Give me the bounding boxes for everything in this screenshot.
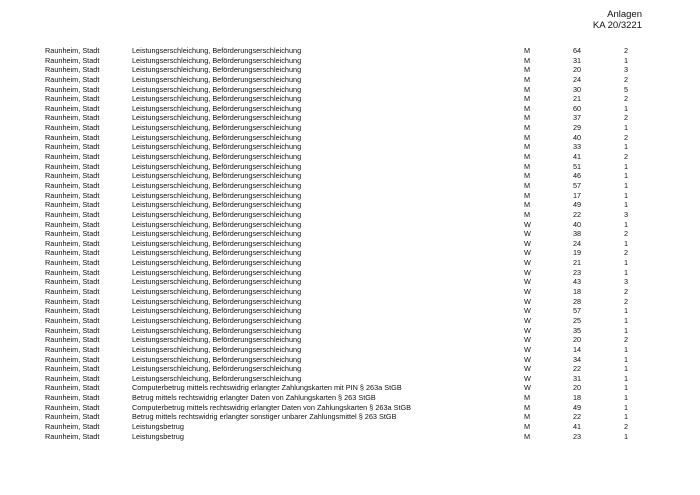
cell-offense: Leistungserschleichung, Beförderungserschleichung <box>132 180 302 190</box>
cell-offense: Betrug mittels rechtswidrig erlangter sonstiger unbarer Zahlungsmittel § 263 StGB <box>132 412 397 422</box>
table-row <box>0 422 700 432</box>
cell-place: Raunheim, Stadt <box>45 373 100 383</box>
cell-offense: Leistungserschleichung, Beförderungserschleichung <box>132 113 302 123</box>
cell-offense: Betrug mittels rechtswidrig erlangter Daten von Zahlungskarten § 263 StGB <box>132 393 376 403</box>
table-row <box>0 181 700 191</box>
cell-sex: W <box>524 277 531 287</box>
cell-sex: M <box>524 65 531 75</box>
table-row <box>0 123 700 133</box>
cell-age: 22 <box>573 209 582 219</box>
cell-offense: Leistungsbetrug <box>132 421 184 431</box>
cell-age: 60 <box>573 103 582 113</box>
cell-place: Raunheim, Stadt <box>45 383 100 393</box>
cell-count: 2 <box>623 94 628 104</box>
cell-offense: Leistungserschleichung, Beförderungserschleichung <box>132 209 302 219</box>
cell-sex: M <box>524 171 531 181</box>
cell-place: Raunheim, Stadt <box>45 152 100 162</box>
cell-place: Raunheim, Stadt <box>45 315 100 325</box>
cell-offense: Leistungserschleichung, Beförderungserschleichung <box>132 335 302 345</box>
table-row <box>0 200 700 210</box>
cell-count: 2 <box>623 229 628 239</box>
cell-count: 1 <box>623 123 628 133</box>
cell-sex: W <box>524 354 531 364</box>
table-row <box>0 191 700 201</box>
cell-count: 1 <box>623 161 628 171</box>
cell-count: 1 <box>623 354 628 364</box>
cell-age: 28 <box>573 296 582 306</box>
table-row <box>0 383 700 393</box>
cell-age: 34 <box>573 354 582 364</box>
cell-offense: Leistungserschleichung, Beförderungserschleichung <box>132 296 302 306</box>
cell-offense: Leistungserschleichung, Beförderungserschleichung <box>132 94 302 104</box>
table-row <box>0 412 700 422</box>
cell-offense: Leistungserschleichung, Beförderungserschleichung <box>132 142 302 152</box>
cell-offense: Leistungserschleichung, Beförderungserschleichung <box>132 344 302 354</box>
cell-place: Raunheim, Stadt <box>45 209 100 219</box>
table-row <box>0 113 700 123</box>
cell-sex: M <box>524 46 531 55</box>
cell-offense: Leistungserschleichung, Beförderungserschleichung <box>132 229 302 239</box>
cell-count: 1 <box>623 142 628 152</box>
cell-count: 2 <box>623 152 628 162</box>
table-row <box>0 393 700 403</box>
cell-count: 1 <box>623 103 628 113</box>
table-row <box>0 248 700 258</box>
table-row <box>0 56 700 66</box>
cell-offense: Leistungserschleichung, Beförderungserschleichung <box>132 171 302 181</box>
cell-sex: M <box>524 113 531 123</box>
cell-count: 3 <box>623 277 628 287</box>
cell-sex: M <box>524 190 531 200</box>
cell-count: 1 <box>623 315 628 325</box>
cell-offense: Leistungserschleichung, Beförderungserschleichung <box>132 84 302 94</box>
cell-place: Raunheim, Stadt <box>45 132 100 142</box>
data-table <box>0 46 700 441</box>
cell-place: Raunheim, Stadt <box>45 142 100 152</box>
table-row <box>0 104 700 114</box>
cell-offense: Leistungserschleichung, Beförderungserschleichung <box>132 55 302 65</box>
cell-place: Raunheim, Stadt <box>45 325 100 335</box>
cell-offense: Leistungserschleichung, Beförderungserschleichung <box>132 248 302 258</box>
cell-age: 21 <box>573 258 582 268</box>
cell-age: 40 <box>573 132 582 142</box>
cell-count: 1 <box>623 238 628 248</box>
cell-offense: Leistungserschleichung, Beförderungserschleichung <box>132 161 302 171</box>
cell-sex: W <box>524 315 531 325</box>
table-row <box>0 306 700 316</box>
table-row <box>0 229 700 239</box>
cell-place: Raunheim, Stadt <box>45 354 100 364</box>
cell-count: 2 <box>623 74 628 84</box>
cell-offense: Leistungserschleichung, Beförderungserschleichung <box>132 219 302 229</box>
table-row <box>0 152 700 162</box>
cell-offense: Leistungserschleichung, Beförderungserschleichung <box>132 132 302 142</box>
cell-place: Raunheim, Stadt <box>45 123 100 133</box>
cell-count: 2 <box>623 296 628 306</box>
cell-sex: W <box>524 383 531 393</box>
cell-count: 2 <box>623 132 628 142</box>
cell-age: 35 <box>573 325 582 335</box>
cell-count: 1 <box>623 402 628 412</box>
cell-place: Raunheim, Stadt <box>45 412 100 422</box>
cell-age: 29 <box>573 123 582 133</box>
cell-sex: W <box>524 344 531 354</box>
cell-sex: M <box>524 152 531 162</box>
cell-offense: Leistungserschleichung, Beförderungserschleichung <box>132 364 302 374</box>
cell-place: Raunheim, Stadt <box>45 55 100 65</box>
cell-offense: Leistungserschleichung, Beförderungserschleichung <box>132 258 302 268</box>
cell-count: 1 <box>623 171 628 181</box>
cell-count: 1 <box>623 258 628 268</box>
cell-age: 64 <box>573 46 582 55</box>
table-row <box>0 287 700 297</box>
cell-age: 25 <box>573 315 582 325</box>
header-reference-number: KA 20/3221 <box>592 19 642 31</box>
cell-sex: W <box>524 335 531 345</box>
cell-place: Raunheim, Stadt <box>45 46 100 55</box>
cell-count: 2 <box>623 335 628 345</box>
cell-place: Raunheim, Stadt <box>45 248 100 258</box>
cell-count: 1 <box>623 55 628 65</box>
cell-sex: M <box>524 55 531 65</box>
table-row <box>0 171 700 181</box>
table-row <box>0 432 700 442</box>
cell-offense: Leistungserschleichung, Beförderungserschleichung <box>132 238 302 248</box>
document-header <box>593 10 642 31</box>
table-row <box>0 142 700 152</box>
cell-count: 1 <box>623 306 628 316</box>
cell-count: 1 <box>623 344 628 354</box>
table-row <box>0 268 700 278</box>
cell-age: 57 <box>573 180 582 190</box>
cell-offense: Leistungserschleichung, Beförderungserschleichung <box>132 354 302 364</box>
table-row <box>0 258 700 268</box>
cell-age: 41 <box>573 421 582 431</box>
cell-place: Raunheim, Stadt <box>45 238 100 248</box>
cell-place: Raunheim, Stadt <box>45 171 100 181</box>
cell-age: 38 <box>573 229 582 239</box>
cell-offense: Leistungserschleichung, Beförderungserschleichung <box>132 200 302 210</box>
cell-place: Raunheim, Stadt <box>45 200 100 210</box>
cell-sex: W <box>524 219 531 229</box>
cell-sex: M <box>524 74 531 84</box>
cell-count: 3 <box>623 65 628 75</box>
cell-sex: M <box>524 94 531 104</box>
table-row <box>0 316 700 326</box>
cell-sex: W <box>524 296 531 306</box>
table-row <box>0 277 700 287</box>
cell-sex: M <box>524 180 531 190</box>
cell-count: 3 <box>623 209 628 219</box>
cell-place: Raunheim, Stadt <box>45 229 100 239</box>
table-row <box>0 162 700 172</box>
cell-sex: M <box>524 402 531 412</box>
cell-sex: W <box>524 287 531 297</box>
cell-count: 2 <box>623 113 628 123</box>
cell-place: Raunheim, Stadt <box>45 180 100 190</box>
cell-offense: Leistungserschleichung, Beförderungserschleichung <box>132 190 302 200</box>
table-row <box>0 335 700 345</box>
cell-sex: W <box>524 364 531 374</box>
cell-offense: Leistungserschleichung, Beförderungserschleichung <box>132 287 302 297</box>
cell-age: 51 <box>573 161 582 171</box>
table-row <box>0 46 700 56</box>
cell-sex: M <box>524 161 531 171</box>
cell-sex: M <box>524 123 531 133</box>
table-row <box>0 85 700 95</box>
cell-sex: W <box>524 306 531 316</box>
cell-sex: M <box>524 200 531 210</box>
cell-sex: M <box>524 393 531 403</box>
cell-place: Raunheim, Stadt <box>45 74 100 84</box>
cell-sex: W <box>524 238 531 248</box>
cell-count: 1 <box>623 393 628 403</box>
cell-age: 23 <box>573 431 582 441</box>
cell-sex: M <box>524 412 531 422</box>
table-row <box>0 94 700 104</box>
cell-count: 1 <box>623 364 628 374</box>
cell-offense: Leistungserschleichung, Beförderungserschleichung <box>132 306 302 316</box>
cell-place: Raunheim, Stadt <box>45 335 100 345</box>
cell-place: Raunheim, Stadt <box>45 190 100 200</box>
cell-place: Raunheim, Stadt <box>45 94 100 104</box>
cell-sex: M <box>524 431 531 441</box>
table-row <box>0 220 700 230</box>
cell-place: Raunheim, Stadt <box>45 84 100 94</box>
table-row <box>0 326 700 336</box>
cell-sex: W <box>524 373 531 383</box>
cell-count: 2 <box>623 287 628 297</box>
cell-age: 37 <box>573 113 582 123</box>
table-row <box>0 210 700 220</box>
cell-age: 20 <box>573 65 582 75</box>
cell-offense: Leistungserschleichung, Beförderungserschleichung <box>132 46 302 55</box>
cell-offense: Leistungsbetrug <box>132 431 184 441</box>
cell-age: 46 <box>573 171 582 181</box>
cell-offense: Leistungserschleichung, Beförderungserschleichung <box>132 65 302 75</box>
table-row <box>0 355 700 365</box>
cell-sex: M <box>524 421 531 431</box>
cell-age: 30 <box>573 84 582 94</box>
cell-offense: Leistungserschleichung, Beförderungserschleichung <box>132 74 302 84</box>
cell-offense: Computerbetrug mittels rechtswidrig erlangter Zahlungskarten mit PIN § 263a StGB <box>132 383 402 393</box>
cell-sex: W <box>524 258 531 268</box>
cell-sex: W <box>524 229 531 239</box>
cell-age: 31 <box>573 55 582 65</box>
cell-age: 18 <box>573 287 582 297</box>
cell-offense: Leistungserschleichung, Beförderungserschleichung <box>132 267 302 277</box>
cell-offense: Leistungserschleichung, Beförderungserschleichung <box>132 103 302 113</box>
cell-age: 17 <box>573 190 582 200</box>
cell-age: 20 <box>573 383 582 393</box>
table-row <box>0 364 700 374</box>
cell-place: Raunheim, Stadt <box>45 306 100 316</box>
cell-sex: W <box>524 267 531 277</box>
cell-count: 1 <box>623 219 628 229</box>
cell-place: Raunheim, Stadt <box>45 113 100 123</box>
cell-place: Raunheim, Stadt <box>45 402 100 412</box>
cell-count: 1 <box>623 190 628 200</box>
cell-offense: Computerbetrug mittels rechtswidrig erlangter Daten von Zahlungskarten § 263a StGB <box>132 402 412 412</box>
cell-age: 22 <box>573 412 582 422</box>
cell-age: 22 <box>573 364 582 374</box>
table-row <box>0 345 700 355</box>
cell-age: 23 <box>573 267 582 277</box>
cell-sex: M <box>524 209 531 219</box>
cell-place: Raunheim, Stadt <box>45 344 100 354</box>
cell-place: Raunheim, Stadt <box>45 421 100 431</box>
cell-offense: Leistungserschleichung, Beförderungserschleichung <box>132 373 302 383</box>
cell-offense: Leistungserschleichung, Beförderungserschleichung <box>132 123 302 133</box>
cell-place: Raunheim, Stadt <box>45 219 100 229</box>
cell-sex: M <box>524 84 531 94</box>
cell-age: 57 <box>573 306 582 316</box>
cell-age: 19 <box>573 248 582 258</box>
cell-place: Raunheim, Stadt <box>45 277 100 287</box>
cell-age: 20 <box>573 335 582 345</box>
table-row <box>0 374 700 384</box>
cell-age: 40 <box>573 219 582 229</box>
cell-age: 49 <box>573 200 582 210</box>
cell-offense: Leistungserschleichung, Beförderungserschleichung <box>132 325 302 335</box>
cell-age: 49 <box>573 402 582 412</box>
cell-count: 1 <box>623 200 628 210</box>
cell-sex: W <box>524 248 531 258</box>
cell-count: 1 <box>623 431 628 441</box>
cell-age: 41 <box>573 152 582 162</box>
cell-count: 2 <box>623 248 628 258</box>
cell-offense: Leistungserschleichung, Beförderungserschleichung <box>132 152 302 162</box>
table-row <box>0 297 700 307</box>
table-row <box>0 133 700 143</box>
cell-age: 43 <box>573 277 582 287</box>
cell-count: 1 <box>623 325 628 335</box>
cell-age: 33 <box>573 142 582 152</box>
cell-place: Raunheim, Stadt <box>45 393 100 403</box>
cell-sex: M <box>524 132 531 142</box>
cell-age: 21 <box>573 94 582 104</box>
cell-place: Raunheim, Stadt <box>45 161 100 171</box>
cell-age: 18 <box>573 393 582 403</box>
cell-age: 31 <box>573 373 582 383</box>
cell-offense: Leistungserschleichung, Beförderungserschleichung <box>132 315 302 325</box>
header-annex-label: Anlagen <box>607 9 642 20</box>
cell-place: Raunheim, Stadt <box>45 364 100 374</box>
cell-count: 5 <box>623 84 628 94</box>
cell-offense: Leistungserschleichung, Beförderungserschleichung <box>132 277 302 287</box>
cell-place: Raunheim, Stadt <box>45 267 100 277</box>
cell-place: Raunheim, Stadt <box>45 287 100 297</box>
table-row <box>0 75 700 85</box>
cell-count: 1 <box>623 373 628 383</box>
cell-sex: M <box>524 103 531 113</box>
table-row <box>0 65 700 75</box>
cell-count: 2 <box>623 421 628 431</box>
cell-count: 2 <box>623 46 628 55</box>
cell-place: Raunheim, Stadt <box>45 258 100 268</box>
cell-place: Raunheim, Stadt <box>45 296 100 306</box>
cell-age: 24 <box>573 74 582 84</box>
cell-count: 1 <box>623 412 628 422</box>
cell-place: Raunheim, Stadt <box>45 103 100 113</box>
cell-sex: W <box>524 325 531 335</box>
table-row <box>0 403 700 413</box>
cell-count: 1 <box>623 383 628 393</box>
cell-place: Raunheim, Stadt <box>45 65 100 75</box>
cell-sex: M <box>524 142 531 152</box>
cell-count: 1 <box>623 180 628 190</box>
cell-count: 1 <box>623 267 628 277</box>
cell-age: 14 <box>573 344 582 354</box>
cell-place: Raunheim, Stadt <box>45 431 100 441</box>
table-row <box>0 239 700 249</box>
cell-age: 24 <box>573 238 582 248</box>
